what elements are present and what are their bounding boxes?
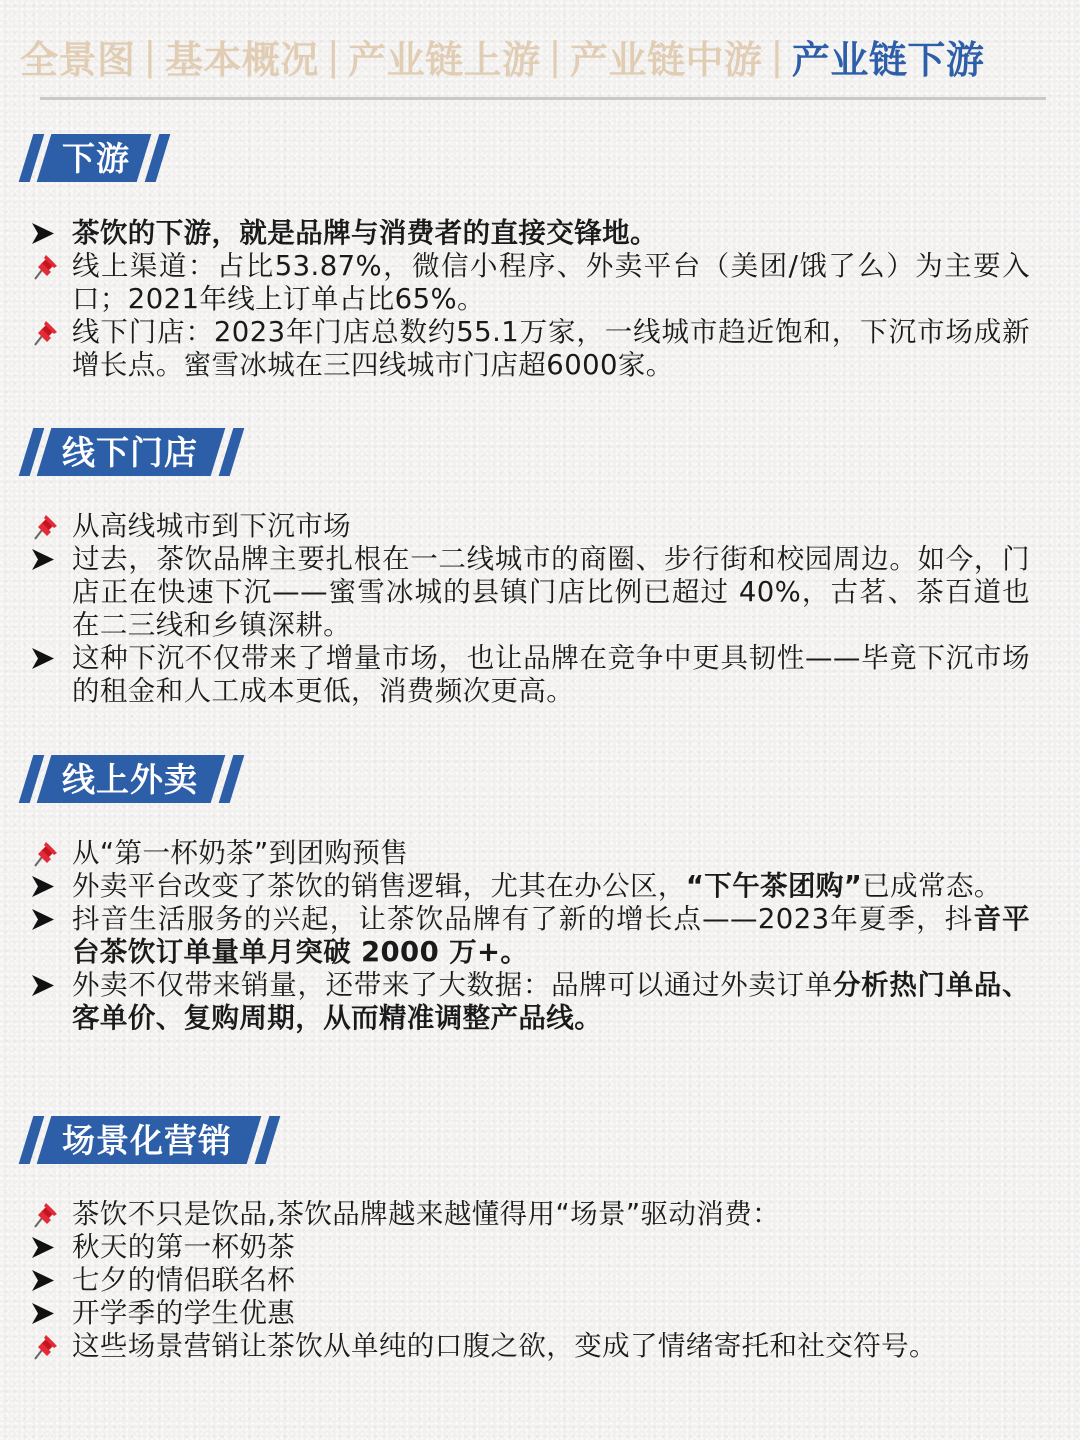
item-text: 从高线城市到下沉市场 xyxy=(72,510,351,542)
list-item xyxy=(0,903,1080,969)
item-text-bold: “下午茶团购” xyxy=(685,870,863,902)
pushpin-icon xyxy=(30,1330,58,1363)
section-title: 场景化营销 xyxy=(62,1121,232,1160)
arrow-bullet-icon xyxy=(30,543,58,576)
section-scenario-marketing xyxy=(0,1116,1080,1168)
arrow-bullet-icon xyxy=(30,903,58,936)
list-item xyxy=(0,1231,1080,1264)
arrow-bullet-icon xyxy=(30,969,58,1002)
arrow-bullet-icon xyxy=(30,1264,58,1297)
section-items xyxy=(0,510,1080,708)
list-item xyxy=(0,837,1080,870)
item-text: 秋天的第一杯奶茶 xyxy=(72,1231,296,1263)
item-text: 已成常态。 xyxy=(862,870,1002,902)
list-item xyxy=(0,250,1080,316)
section-offline-stores xyxy=(0,428,1080,480)
item-text: 七夕的情侣联名杯 xyxy=(72,1264,296,1296)
header-divider xyxy=(40,97,1046,100)
pushpin-icon xyxy=(30,250,58,283)
tab-midstream[interactable]: 产业链中游 xyxy=(569,37,763,82)
list-item xyxy=(0,870,1080,903)
list-item xyxy=(0,642,1080,708)
pushpin-icon xyxy=(30,316,58,349)
tab-separator: | xyxy=(548,34,562,78)
section-items xyxy=(0,1198,1080,1363)
item-text: 外卖不仅带来销量，还带来了大数据：品牌可以通过外卖订单 xyxy=(72,969,833,1001)
tab-separator: | xyxy=(143,34,157,78)
pushpin-icon xyxy=(30,510,58,543)
section-downstream xyxy=(0,134,1080,186)
list-item xyxy=(0,1264,1080,1297)
list-item xyxy=(0,316,1080,382)
section-banner xyxy=(0,1116,1080,1168)
list-item xyxy=(0,969,1080,1035)
item-text: 这些场景营销让茶饮从单纯的口腹之欲，变成了情绪寄托和社交符号。 xyxy=(72,1330,937,1362)
arrow-bullet-icon xyxy=(30,1297,58,1330)
tab-overview[interactable]: 基本概况 xyxy=(164,37,319,82)
item-text-bold: 音平台茶饮订单量单月突破 2000 万+。 xyxy=(72,903,1030,968)
item-text: 茶饮不只是饮品,茶饮品牌越来越懂得用“场景”驱动消费： xyxy=(72,1198,781,1230)
item-text: 抖音生活服务的兴起，让茶饮品牌有了新的增长点——2023年夏季，抖 xyxy=(72,903,974,935)
tab-panorama[interactable]: 全景图 xyxy=(20,37,136,82)
item-text: 外卖平台改变了茶饮的销售逻辑，尤其在办公区， xyxy=(72,870,686,902)
arrow-bullet-icon xyxy=(30,217,58,250)
tab-downstream[interactable]: 产业链下游 xyxy=(791,37,985,82)
item-text-bold: 分析热门单品、客单价、复购周期，从而精准调整产品线。 xyxy=(72,969,1030,1034)
arrow-bullet-icon xyxy=(30,870,58,903)
section-title: 线上外卖 xyxy=(62,760,198,799)
section-items xyxy=(0,837,1080,1035)
section-banner xyxy=(0,755,1080,807)
section-banner xyxy=(0,134,1080,186)
pushpin-icon xyxy=(30,1198,58,1231)
tab-separator: | xyxy=(770,34,784,78)
section-online-delivery xyxy=(0,755,1080,807)
pushpin-icon xyxy=(30,837,58,870)
item-text: 过去，茶饮品牌主要扎根在一二线城市的商圈、步行街和校园周边。如今，门店正在快速下沉——蜜雪冰城的县镇门店比例已超过 40%，古茗、茶百道也在二三线和乡镇深耕。 xyxy=(72,543,1030,641)
list-item xyxy=(0,1198,1080,1231)
section-tab-bar xyxy=(20,28,1060,84)
list-item xyxy=(0,217,1080,250)
list-item xyxy=(0,1330,1080,1363)
list-item xyxy=(0,543,1080,642)
tab-upstream[interactable]: 产业链上游 xyxy=(348,37,541,82)
item-text: 这种下沉不仅带来了增量市场，也让品牌在竞争中更具韧性——毕竟下沉市场的租金和人工成本更低，消费频次更高。 xyxy=(72,642,1030,707)
section-banner xyxy=(0,428,1080,480)
section-title: 下游 xyxy=(62,139,130,178)
item-text: 从“第一杯奶茶”到团购预售 xyxy=(72,837,409,869)
section-items xyxy=(0,217,1080,382)
item-text-bold: 茶饮的下游，就是品牌与消费者的直接交锋地。 xyxy=(72,217,658,249)
list-item xyxy=(0,510,1080,543)
arrow-bullet-icon xyxy=(30,1231,58,1264)
item-text: 线下门店：2023年门店总数约55.1万家，一线城市趋近饱和，下沉市场成新增长点。蜜雪冰城在三四线城市门店超6000家。 xyxy=(72,316,1030,381)
section-title: 线下门店 xyxy=(62,433,198,472)
tab-separator: | xyxy=(326,34,341,78)
item-text: 开学季的学生优惠 xyxy=(72,1297,296,1329)
list-item xyxy=(0,1297,1080,1330)
item-text: 线上渠道：占比53.87%，微信小程序、外卖平台（美团/饿了么）为主要入口；2021年线上订单占比65%。 xyxy=(72,250,1030,315)
arrow-bullet-icon xyxy=(30,642,58,675)
